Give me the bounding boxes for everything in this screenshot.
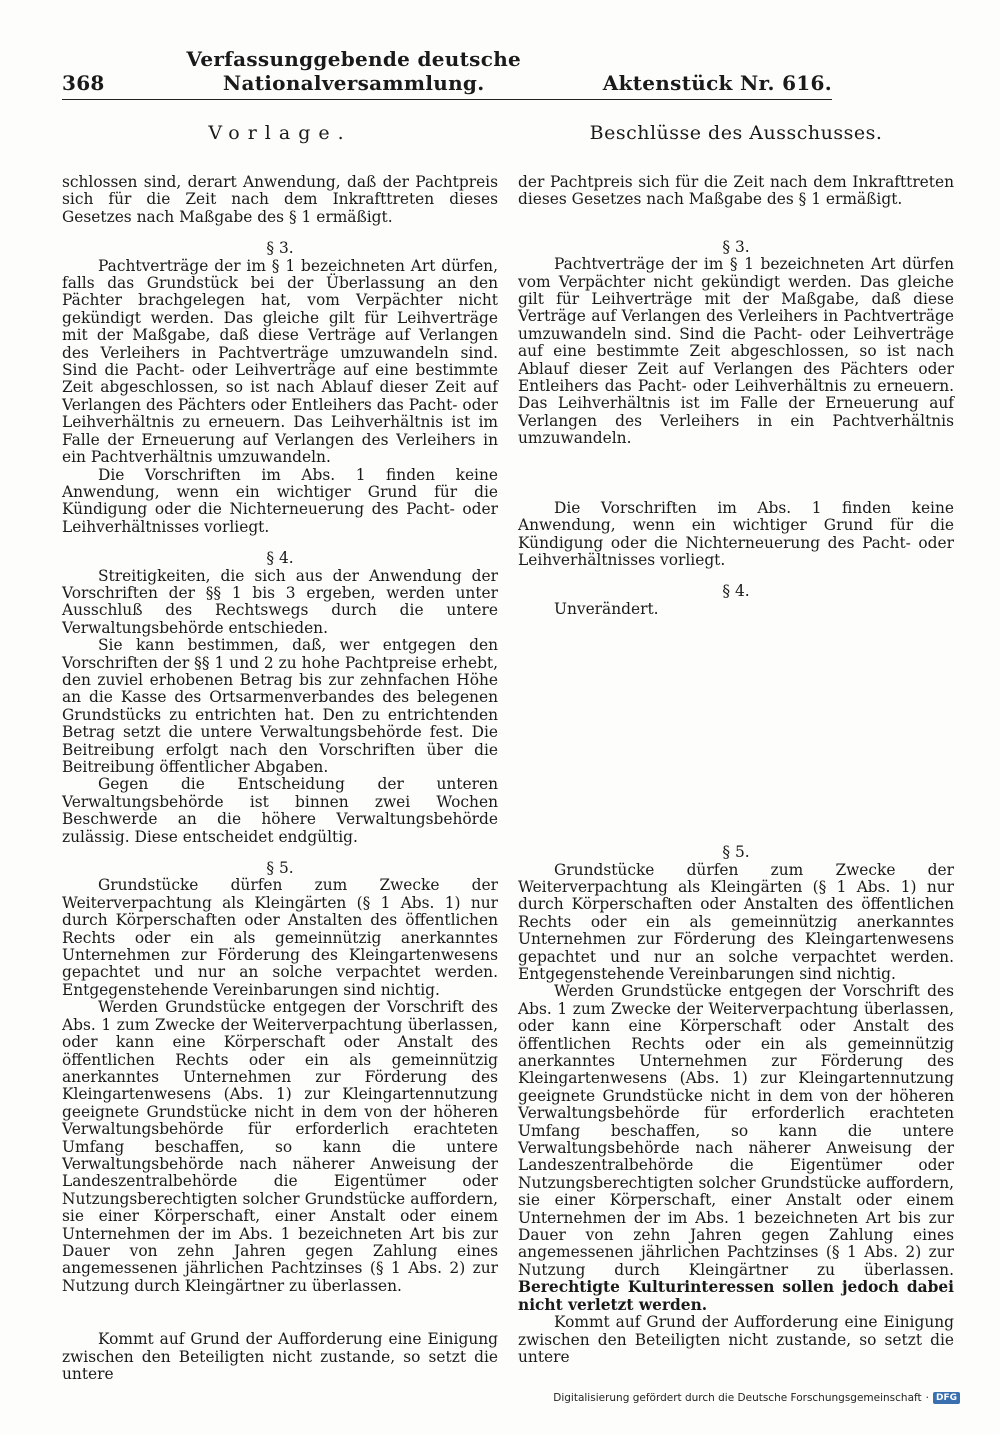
left-section-5-paragraph-1: Grundstücke dürfen zum Zwecke der Weiterverpachtung als Kleingärten (§ 1 Abs. 1) nur durch Körperschaften oder Anstalten des öffentlichen Rechts oder ein als gemeinnützig anerkanntes Unternehmen zur Förderung des Kleingartenwesens gepachtet und nur an solche verpachtet werden. Entgegenstehende Vereinbarungen sind nichtig. — [62, 876, 498, 999]
right-section-5-paragraph-2-text: Werden Grundstücke entgegen der Vorschrift des Abs. 1 zum Zwecke der Weiterverpachtung überlassen, oder kann eine Körperschaft oder Anstalt des öffentlichen Rechts oder ein als gemeinnützig anerkanntes Unternehmen zur Förderung des Kleingartenwesens (Abs. 1) zur Kleingartennutzung geeignete Grundstücke nicht in dem von der höheren Verwaltungsbehörde für erforderlich erachteten Umfang beschaffen, so kann die untere Verwaltungsbehörde nach näherer Anweisung der Landeszentralbehörde die Eigentümer oder Nutzungsberechtigten solcher Grundstücke auffordern, sie einer Körperschaft, einer Anstalt oder einem Unternehmen der im Abs. 1 bezeichneten Art bis zur Dauer von zehn Jahren gegen Zahlung eines angemessenen jährlichen Pachtzinses (§ 1 Abs. 2) zur Nutzung durch Kleingärtner zu überlassen. — [518, 982, 954, 1279]
left-section-4-paragraph-1: Streitigkeiten, die sich aus der Anwendung der Vorschriften der §§ 1 bis 3 ergeben, werden unter Ausschluß des Rechtswegs durch die untere Verwaltungsbehörde entschieden. — [62, 566, 498, 637]
left-section-3-paragraph-2: Die Vorschriften im Abs. 1 finden keine Anwendung, wenn ein wichtiger Grund für die Kündigung oder die Nichterneuerung des Pacht- oder Leihverhältnisses vorliegt. — [62, 465, 498, 536]
right-section-5-paragraph-1: Grundstücke dürfen zum Zwecke der Weiterverpachtung als Kleingärten (§ 1 Abs. 1) nur durch Körperschaften oder Anstalten des öffentlichen Rechts oder ein als gemeinnützig anerkanntes Unternehmen zur Förderung des Kleingartenwesens gepachtet und nur an solche verpachtet werden. Entgegenstehende Vereinbarungen sind nichtig. — [518, 860, 954, 983]
dfg-logo: DFG — [933, 1392, 960, 1404]
left-section-5-title: § 5. — [266, 859, 294, 878]
left-section-3-title: § 3. — [266, 239, 294, 258]
right-section-5-title: § 5. — [722, 843, 750, 862]
right-intro: der Pachtpreis sich für die Zeit nach dem Inkrafttreten dieses Gesetzes nach Maßgabe des § 1 ermäßigt. — [518, 173, 954, 209]
right-column — [518, 118, 954, 1366]
right-section-5-paragraph-3: Kommt auf Grund der Aufforderung eine Einigung zwischen den Beteiligten nicht zustande, so setzt die untere — [518, 1313, 954, 1366]
page-number: 368 — [62, 71, 105, 95]
left-column — [62, 118, 498, 1383]
left-section-3-paragraph-1: Pachtverträge der im § 1 bezeichneten Art dürfen, falls das Grundstück bei der Überlassung an den Pächter brachgelegen hat, vom Verpächter nicht gekündigt werden. Das gleiche gilt für Leihverträge mit der Maßgabe, daß diese Verträge auf Verlangen des Verleihers in Pachtverträge umzuwandeln sind. Sind die Pacht- oder Leihverträge auf eine bestimmte Zeit abgeschlossen, so ist nach Ablauf dieser Zeit auf Verlangen des Pächters oder Entleihers das Pacht- oder Leihverhältnis zu erneuern. Das Leihverhältnis ist im Falle der Erneuerung auf Verlangen des Verleihers in ein Pachtverhältnis umzuwandeln. — [62, 256, 498, 467]
publication-title: Verfassunggebende deutsche Nationalversammlung. — [186, 47, 522, 95]
document-reference: Aktenstück Nr. 616. — [602, 71, 832, 95]
left-section-4-paragraph-3: Gegen die Entscheidung der unteren Verwaltungsbehörde ist binnen zwei Wochen Beschwerde an die höhere Verwaltungsbehörde zulässig. Diese entscheidet endgültig. — [62, 775, 498, 846]
left-section-5-paragraph-3: Kommt auf Grund der Aufforderung eine Einigung zwischen den Beteiligten nicht zustande, so setzt die untere — [62, 1330, 498, 1383]
left-section-4-title: § 4. — [266, 549, 294, 568]
footer-separator: · — [925, 1392, 929, 1404]
right-column-heading: Beschlüsse des Ausschusses. — [589, 122, 883, 144]
right-section-3-paragraph-1: Pachtverträge der im § 1 bezeichneten Art dürfen vom Verpächter nicht gekündigt werden. Das gleiche gilt für Leihverträge mit der Maßgabe, daß diese Verträge auf Verlangen des Verleihers in Pachtverträge umzuwandeln sind. Sind die Pacht- oder Leihverträge auf eine bestimmte Zeit abgeschlossen, so ist nach Ablauf dieser Zeit auf Verlangen des Pächters oder Entleihers das Pacht- oder Leihverhältnis zu erneuern. Das Leihverhältnis ist im Falle der Erneuerung auf Verlangen des Verleihers in ein Pachtverhältnis umzuwandeln. — [518, 255, 954, 448]
right-section-5-amendment: Berechtigte Kulturinteressen sollen jedoch dabei nicht verletzt werden. — [518, 1278, 954, 1314]
footer-text: Digitalisierung gefördert durch die Deutsche Forschungsgemeinschaft — [553, 1392, 922, 1404]
right-section-3-paragraph-2: Die Vorschriften im Abs. 1 finden keine Anwendung, wenn ein wichtiger Grund für die Kündigung oder die Nichterneuerung des Pacht- oder Leihverhältnisses vorliegt. — [518, 498, 954, 569]
right-section-4-paragraph-1: Unverändert. — [554, 599, 659, 618]
left-section-5-paragraph-2: Werden Grundstücke entgegen der Vorschrift des Abs. 1 zum Zwecke der Weiterverpachtung überlassen, oder kann eine Körperschaft oder Anstalt des öffentlichen Rechts oder ein als gemeinnützig anerkanntes Unternehmen zur Förderung des Kleingartenwesens (Abs. 1) zur Kleingartennutzung geeignete Grundstücke nicht in dem von der höheren Verwaltungsbehörde für erforderlich erachteten Umfang beschaffen, so kann die untere Verwaltungsbehörde nach näherer Anweisung der Landeszentralbehörde die Eigentümer oder Nutzungsberechtigten solcher Grundstücke auffordern, sie einer Körperschaft, einer Anstalt oder einem Unternehmen der im Abs. 1 bezeichneten Art bis zur Dauer von zehn Jahren gegen Zahlung eines angemessenen jährlichen Pachtzinses (§ 1 Abs. 2) zur Nutzung durch Kleingärtner zu überlassen. — [62, 998, 498, 1295]
digitization-credit — [553, 1392, 960, 1404]
left-intro: schlossen sind, derart Anwendung, daß der Pachtpreis sich für die Zeit nach dem Inkrafttreten dieses Gesetzes nach Maßgabe des § 1 ermäßigt. — [62, 173, 498, 226]
left-section-4-paragraph-2: Sie kann bestimmen, daß, wer entgegen den Vorschriften der §§ 1 und 2 zu hohe Pachtpreise erhebt, den zuviel erhobenen Betrag bis zur zehnfachen Höhe an die Kasse des Ortsarmenverbandes des belegenen Grundstücks zu entrichten hat. Den zu entrichtenden Betrag setzt die untere Verwaltungsbehörde fest. Die Beitreibung erfolgt nach den Vorschriften über die Beitreibung öffentlicher Abgaben. — [62, 636, 498, 776]
right-section-5-paragraph-2 — [518, 983, 954, 1314]
page-header — [62, 47, 832, 100]
right-section-3-title: § 3. — [722, 237, 750, 256]
left-column-heading: Vorlage. — [208, 122, 352, 144]
right-section-4-title: § 4. — [722, 582, 750, 601]
